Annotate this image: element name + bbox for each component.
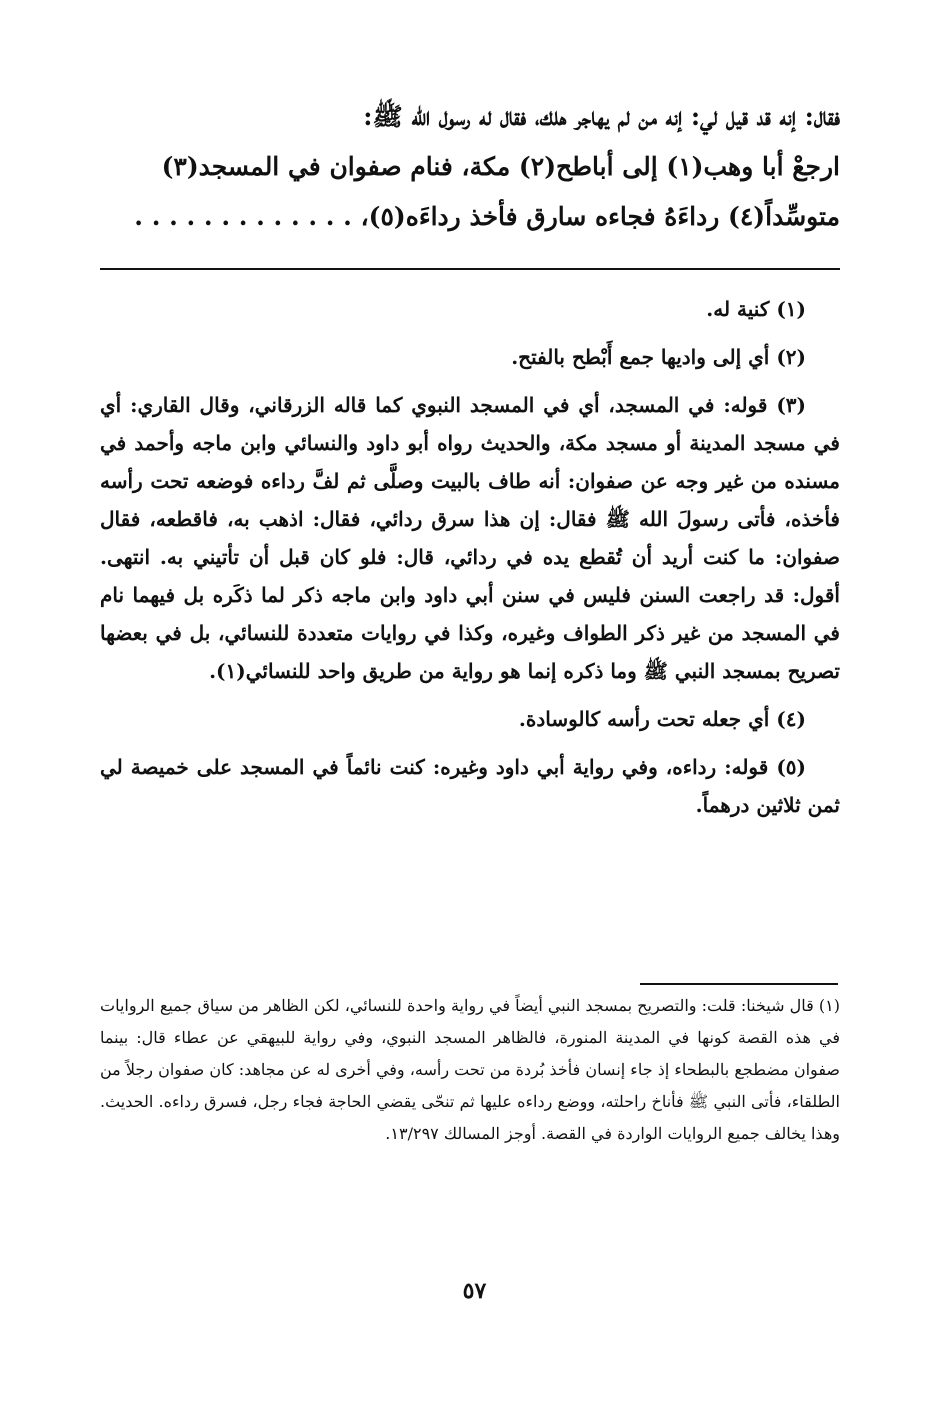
main-text (100, 92, 840, 242)
main-text-line: ارجعْ أبا وهب(١) إلى أباطح(٢) مكة، فنام صفوان في المسجد(٣) (161, 152, 840, 181)
main-text-line: متوسِّداً(٤) رداءَهُ فجاءه سارق فأخذ رداءَه(٥)، . . . . . . . . . . . . . (134, 202, 840, 231)
sub-footnote-divider (640, 983, 838, 985)
sub-footnotes (100, 990, 840, 1150)
sub-footnote-1: (١) قال شيخنا: قلت: والتصريح بمسجد النبي أيضاً في رواية واحدة للنسائي، لكن الظاهر من سياق جميع الروايات في هذه القصة كونها في المدينة المنورة، فالظاهر المسجد النبوي، وفي رواية للبيهقي عن عطاء قال: بينما صفوان مضطجع بالبطحاء إذ جاء إنسان فأخذ بُردة من تحت رأسه، وفي أخرى له عن مجاهد: كان صفوان رجلاً من الطلقاء، فأتى النبي ﷺ فأناخ راحلته، ووضع رداءه عليها ثم تنحّى يقضي الحاجة فجاء رجل، فسرق رداءه. الحديث. وهذا يخالف جميع الروايات الواردة في القصة. أوجز المسالك ١٣/٢٩٧. (100, 996, 840, 1143)
main-text-line: فقال: إنه قد قيل لي: إنه من لم يهاجر هلك، فقال له رسول الله ﷺ: (363, 102, 840, 131)
footnote-3: (٣) قوله: في المسجد، أي في المسجد النبوي كما قاله الزرقاني، وقال القاري: أي في مسجد المدينة أو مسجد مكة، والحديث رواه أبو داود والنسائي وابن ماجه وأحمد في مسنده من غير وجه عن صفوان: أنه طاف بالبيت وصلَّى ثم لفَّ رداءه فوضعه تحت رأسه فأخذه، فأتى رسولَ الله ﷺ فقال: إن هذا سرق ردائي، فقال: اذهب به، فاقطعه، فقال صفوان: ما كنت أريد أن تُقطع يده في ردائي، قال: فلو كان قبل أن تأتيني به. انتهى. أقول: قد راجعت السنن فليس في سنن أبي داود وابن ماجه ذكر لما ذكَره بل فيهما نام في المسجد من غير ذكر الطواف وغيره، وكذا في روايات متعددة للنسائي، بل في بعضها تصريح بمسجد النبي ﷺ وما ذكره إنما هو رواية من طريق واحد للنسائي(١). (100, 393, 840, 683)
footnotes (100, 290, 840, 834)
footnote-divider (100, 268, 840, 270)
page-number: ٥٧ (462, 1278, 487, 1304)
footnote-1: (١) كنية له. (706, 297, 806, 321)
footnote-4: (٤) أي جعله تحت رأسه كالوسادة. (518, 707, 806, 731)
footnote-2: (٢) أي إلى واديها جمع أَبْطح بالفتح. (511, 345, 806, 369)
footnote-5: (٥) قوله: رداءه، وفي رواية أبي داود وغيره: كنت نائماً في المسجد على خميصة لي ثمن ثلاثين درهماً. (100, 755, 840, 817)
